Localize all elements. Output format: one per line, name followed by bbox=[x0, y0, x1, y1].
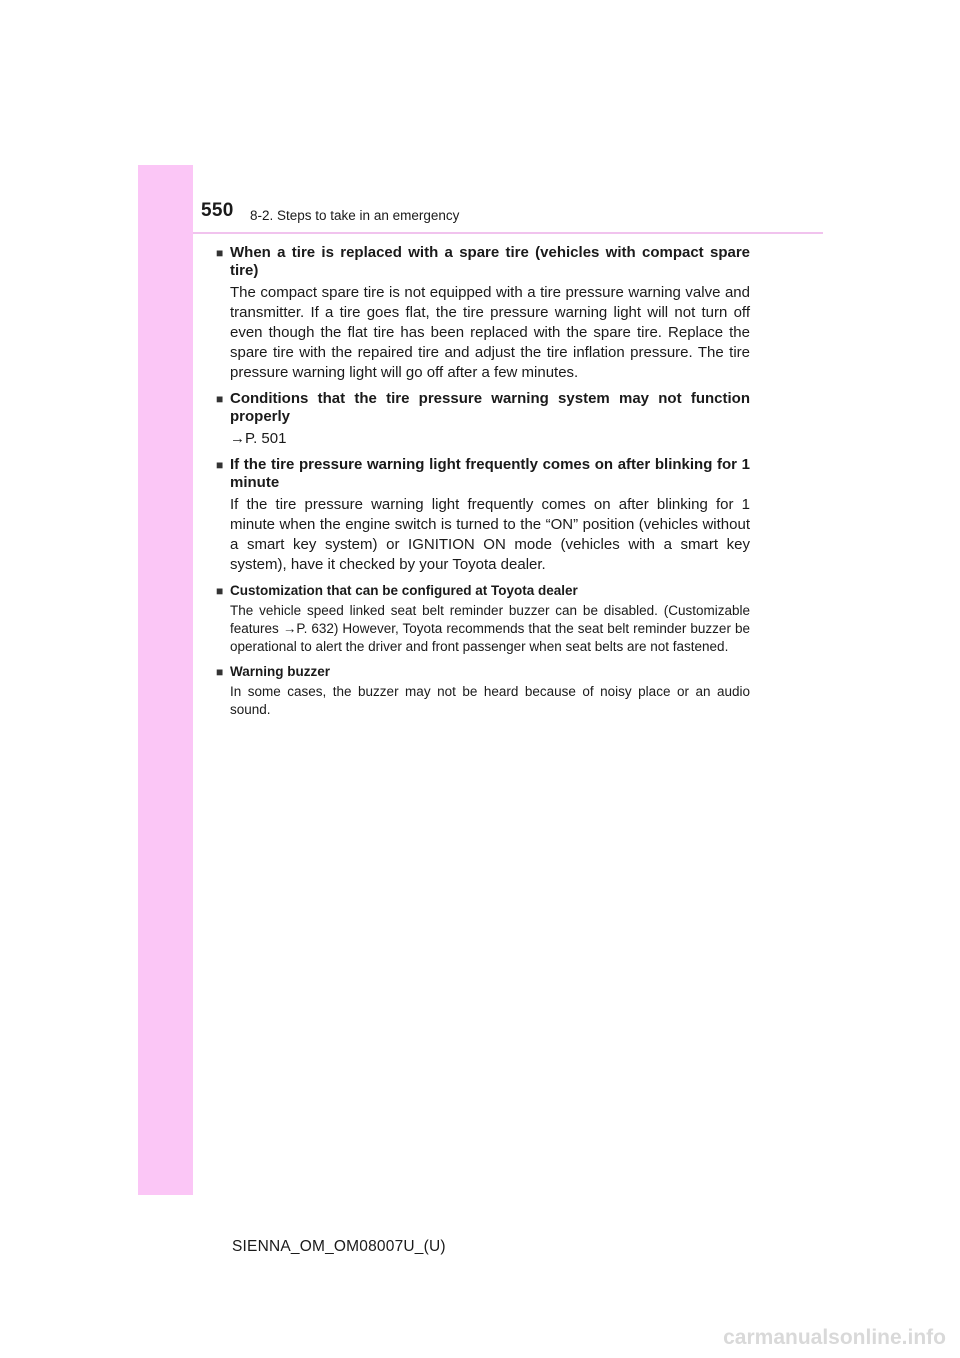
item-spare-tire bbox=[216, 244, 750, 383]
square-bullet-icon: ■ bbox=[216, 665, 224, 679]
square-bullet-icon: ■ bbox=[216, 246, 224, 260]
item-body: In some cases, the buzzer may not be heard because of noisy place or an audio sound. bbox=[230, 684, 750, 717]
item-customization bbox=[216, 582, 750, 656]
document-code-footer: SIENNA_OM_OM08007U_(U) bbox=[232, 1238, 446, 1255]
item-body: The vehicle speed linked seat belt reminder buzzer can be disabled. (Customizable features →P. 632) However, Toyota recommends that the seat belt reminder buzzer be operational to alert the driver and front passenger when seat belts are not fastened. bbox=[230, 603, 750, 654]
item-warning-buzzer bbox=[216, 663, 750, 719]
square-bullet-icon: ■ bbox=[216, 458, 224, 472]
main-content bbox=[216, 244, 750, 726]
item-heading: ■ Warning buzzer bbox=[216, 664, 330, 679]
item-conditions bbox=[216, 390, 750, 449]
item-heading: ■ If the tire pressure warning light frequently comes on after blinking for 1 minute bbox=[216, 456, 750, 491]
page-number: 550 bbox=[201, 200, 234, 221]
header-divider bbox=[193, 232, 823, 234]
item-warning-light bbox=[216, 456, 750, 575]
side-tab-band bbox=[138, 165, 193, 1195]
item-body: If the tire pressure warning light frequently comes on after blinking for 1 minute when the engine switch is turned to the “ON” position (vehicles without a smart key system) or IGNITION ON mode (vehicles with a smart key system), have it checked by your Toyota dealer. bbox=[230, 496, 750, 573]
section-title: 8-2. Steps to take in an emergency bbox=[250, 208, 460, 223]
item-body: The compact spare tire is not equipped with a tire pressure warning valve and transmitter. If a tire goes flat, the tire pressure warning light will not turn off even though the flat tire has been replaced with the spare tire. Replace the spare tire with the repaired tire and adjust the tire inflation pressure. The tire pressure warning light will go off after a few minutes. bbox=[230, 284, 750, 381]
square-bullet-icon: ■ bbox=[216, 584, 224, 598]
item-heading: ■ Conditions that the tire pressure warning system may not function properly bbox=[216, 390, 750, 425]
page-reference-link[interactable]: →P. 501 bbox=[230, 430, 287, 447]
square-bullet-icon: ■ bbox=[216, 392, 224, 406]
item-heading: ■ When a tire is replaced with a spare tire (vehicles with compact spare tire) bbox=[216, 244, 750, 279]
item-heading: ■ Customization that can be configured at Toyota dealer bbox=[216, 583, 578, 598]
watermark: carmanualsonline.info bbox=[723, 1326, 946, 1349]
